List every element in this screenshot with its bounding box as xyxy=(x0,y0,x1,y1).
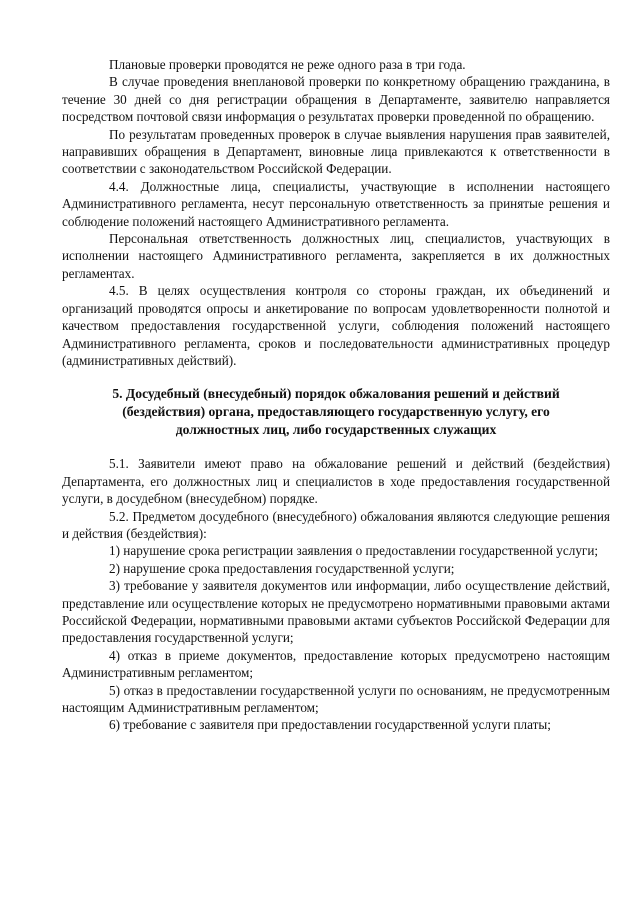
paragraph: 5.1. Заявители имеют право на обжалование решений и действий (бездействия) Департамента, его должностных лиц и специалистов в ходе предоставления государственной услуги, в досудебном (внесудебном) порядке. xyxy=(62,456,610,507)
section-heading-line: (бездействия) органа, предоставляющего государственную услугу, его xyxy=(122,404,550,420)
list-item: 5) отказ в предоставлении государственной услуги по основаниям, не предусмотренным настоящим Административным регламентом; xyxy=(62,682,610,715)
document-page xyxy=(62,56,610,734)
paragraph: Персональная ответственность должностных лиц, специалистов, участвующих в исполнении настоящего Административного регламента, закрепляется в их должностных регламентах. xyxy=(62,231,610,281)
paragraph: 4.5. В целях осуществления контроля со стороны граждан, их объединений и организаций проводятся опросы и анкетирование по вопросам удовлетворенности полнотой и качеством предоставления государственной услуги, соблюдения положений настоящего Административного регламента, сроков и последовательности административных процедур (административных действий). xyxy=(62,283,610,368)
list-item: 6) требование с заявителя при предоставлении государственной услуги платы; xyxy=(109,717,551,733)
section-heading xyxy=(62,385,610,439)
paragraph: Плановые проверки проводятся не реже одного раза в три года. xyxy=(109,57,466,72)
list-item: 1) нарушение срока регистрации заявления о предоставлении государственной услуги; xyxy=(109,543,599,559)
paragraph: По результатам проведенных проверок в случае выявления нарушения прав заявителей, направивших обращения в Департамент, виновные лица привлекаются к ответственности в соответствии с законодательством Российской Федерации. xyxy=(62,126,610,177)
list-item: 2) нарушение срока предоставления государственной услуги; xyxy=(109,560,455,576)
section-heading-line: должностных лиц, либо государственных служащих xyxy=(175,422,497,438)
paragraph: 4.4. Должностные лица, специалисты, участвующие в исполнении настоящего Административного регламента, несут персональную ответственность за принятые решения и соблюдение положений настоящего Административного регламента. xyxy=(62,178,610,229)
section-heading-line: 5. Досудебный (внесудебный) порядок обжалования решений и действий xyxy=(112,386,560,402)
list-item: 3) требование у заявителя документов или информации, либо осуществление действий, представление или осуществление которых не предусмотрено нормативными правовыми актами Российской Федерации, нормативными правовыми актами субъектов Российской Федерации для предоставления государственной услуги; xyxy=(62,578,610,646)
paragraph: В случае проведения внеплановой проверки по конкретному обращению гражданина, в течение 30 дней со дня регистрации обращения в Департаменте, заявителю направляется посредством почтовой связи информация о результатах проверки проведенной по обращению. xyxy=(62,74,610,125)
list-item: 4) отказ в приеме документов, предоставление которых предусмотрено настоящим Административным регламентом; xyxy=(62,647,610,681)
paragraph: 5.2. Предметом досудебного (внесудебного) обжалования являются следующие решения и действия (бездействия): xyxy=(62,508,610,541)
